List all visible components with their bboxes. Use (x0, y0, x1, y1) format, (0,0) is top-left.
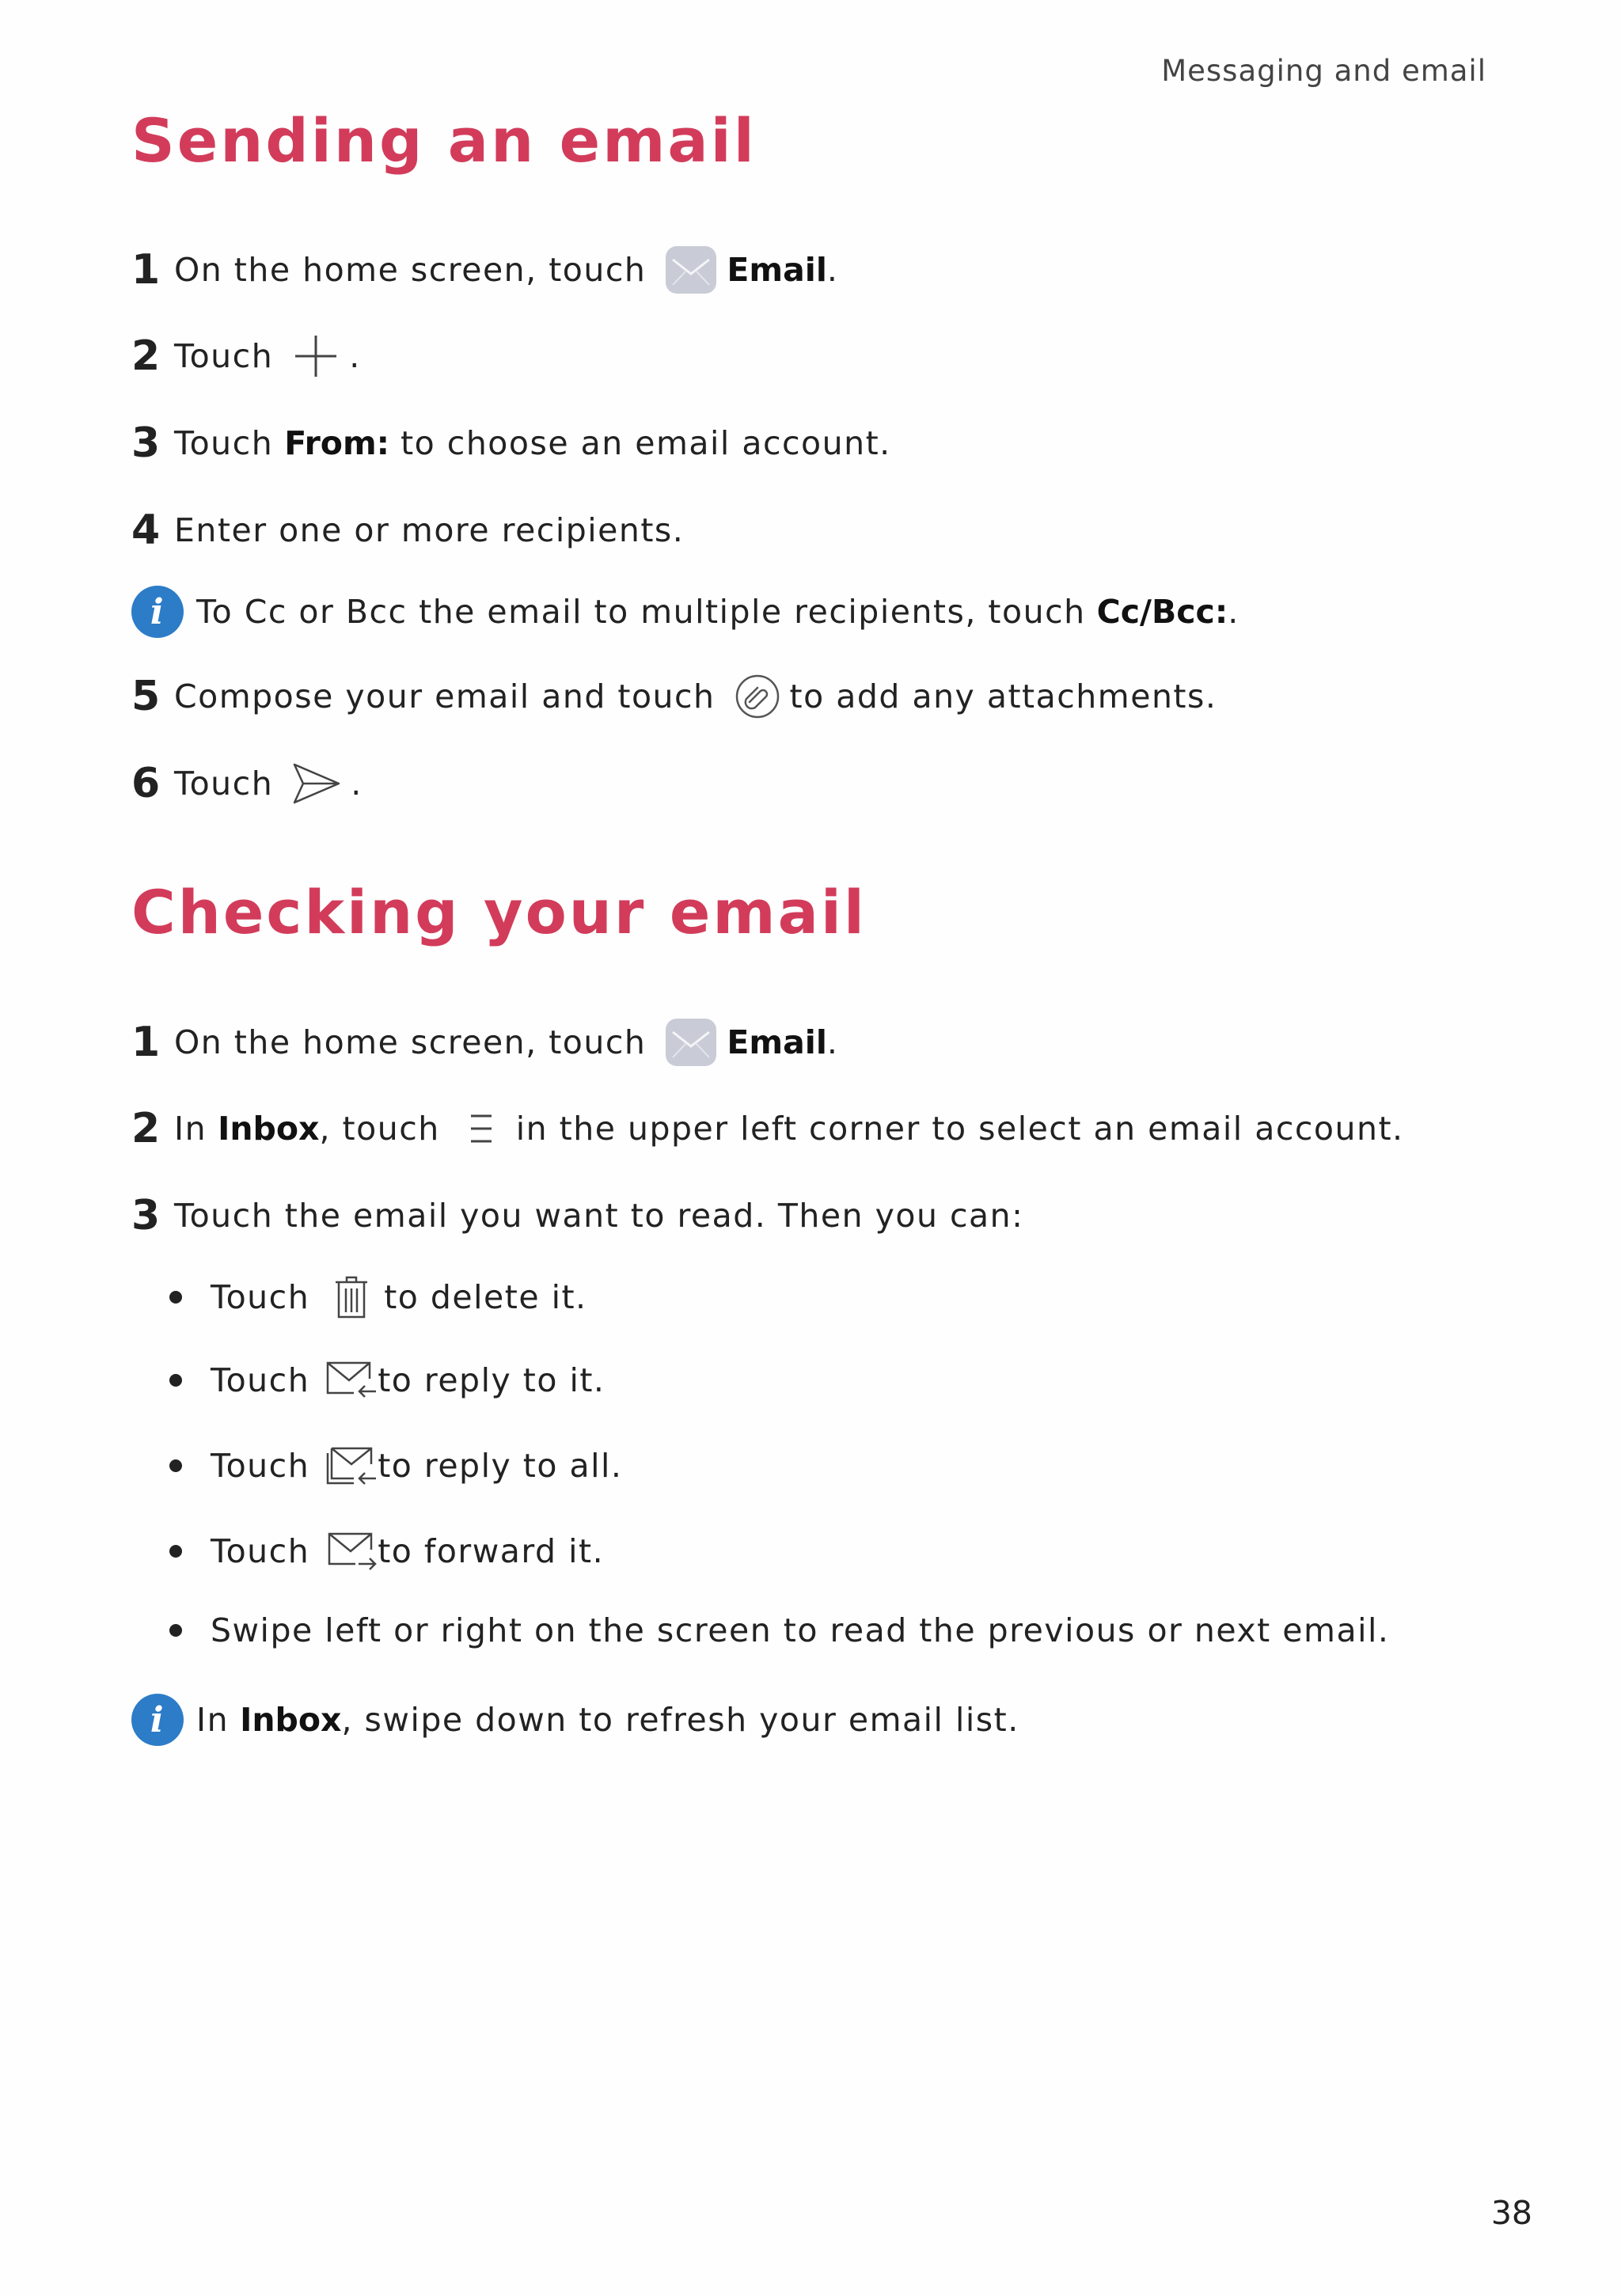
section-header: Messaging and email (1161, 54, 1486, 88)
menu-icon (469, 1111, 494, 1146)
bullet-dot (169, 1459, 182, 1472)
sending-note (131, 586, 1239, 638)
bullet-reply (131, 1360, 605, 1401)
from-label: From: (284, 424, 390, 462)
checking-step-3 (131, 1192, 1023, 1239)
step-text-end: to choose an email account. (401, 424, 891, 462)
sending-step-4 (131, 507, 684, 554)
step-text: On the home screen, touch (174, 1023, 647, 1061)
bullet-text-end: to delete it. (384, 1278, 587, 1316)
plus-icon (292, 332, 340, 380)
info-icon: i (131, 586, 184, 638)
bullet-text: Touch (211, 1532, 310, 1570)
bullet-text-end: to reply to all. (378, 1447, 623, 1485)
step-text-mid: , touch (319, 1110, 440, 1148)
email-app-icon (665, 1018, 717, 1067)
page-number: 38 (1490, 2194, 1532, 2232)
step-text: Compose your email and touch (174, 677, 716, 715)
sending-title: Sending an email (131, 105, 757, 176)
info-icon: i (131, 1694, 184, 1746)
step-text-end: to add any attachments. (789, 677, 1217, 715)
step-text: Touch (174, 337, 274, 375)
step-number: 4 (131, 507, 161, 554)
note-text-end: . (1228, 593, 1239, 631)
step-text: Touch (174, 765, 274, 803)
bullet-forward (131, 1531, 604, 1572)
step-text: Enter one or more recipients. (174, 511, 685, 549)
sending-step-6 (131, 760, 363, 807)
step-number: 5 (131, 673, 161, 720)
email-app-icon (665, 245, 717, 294)
inbox-label: Inbox (240, 1701, 342, 1739)
email-label: Email (727, 1023, 827, 1061)
sending-step-1 (131, 245, 838, 294)
bullet-dot (169, 1291, 182, 1304)
step-text: In (174, 1110, 207, 1148)
step-text: Touch the email you want to read. Then you can: (174, 1197, 1024, 1235)
bullet-swipe (131, 1611, 1389, 1649)
trash-icon (333, 1274, 370, 1320)
step-text-end: . (349, 337, 361, 375)
bullet-text-end: to reply to it. (378, 1361, 606, 1399)
forward-icon (327, 1531, 378, 1572)
email-label: Email (727, 251, 827, 289)
inbox-label: Inbox (218, 1110, 320, 1148)
step-number: 3 (131, 419, 161, 467)
step-text: On the home screen, touch (174, 251, 647, 289)
ccbcc-label: Cc/Bcc: (1096, 593, 1228, 631)
step-number: 2 (131, 332, 161, 380)
step-text-end: . (826, 251, 839, 289)
note-text: In (196, 1701, 230, 1739)
reply-icon (325, 1360, 378, 1401)
step-number: 6 (131, 760, 161, 807)
checking-title: Checking your email (131, 877, 867, 947)
checking-step-2 (131, 1105, 1404, 1152)
checking-note (131, 1694, 1019, 1746)
step-text-end: . (826, 1023, 839, 1061)
send-icon (292, 762, 341, 805)
paperclip-icon (735, 674, 780, 719)
bullet-dot (169, 1374, 182, 1387)
bullet-dot (169, 1545, 182, 1558)
note-text-end: , swipe down to refresh your email list. (341, 1701, 1019, 1739)
sending-step-5 (131, 673, 1217, 720)
bullet-text: Swipe left or right on the screen to read the previous or next email. (211, 1611, 1390, 1649)
step-text-end: . (351, 765, 363, 803)
step-text-end: in the upper left corner to select an email account. (515, 1110, 1404, 1148)
bullet-text-end: to forward it. (378, 1532, 605, 1570)
bullet-text: Touch (211, 1447, 310, 1485)
reply-all-icon (325, 1445, 378, 1486)
bullet-reply-all (131, 1445, 622, 1486)
sending-step-2 (131, 332, 361, 380)
step-number: 3 (131, 1192, 161, 1239)
step-number: 1 (131, 246, 161, 294)
sending-step-3 (131, 419, 891, 467)
bullet-text: Touch (211, 1361, 310, 1399)
bullet-dot (169, 1624, 182, 1637)
bullet-text: Touch (211, 1278, 310, 1316)
note-text: To Cc or Bcc the email to multiple recipients, touch (196, 593, 1086, 631)
step-number: 2 (131, 1105, 161, 1152)
step-number: 1 (131, 1019, 161, 1066)
checking-step-1 (131, 1018, 838, 1067)
step-text: Touch (174, 424, 274, 462)
bullet-delete (131, 1274, 587, 1320)
